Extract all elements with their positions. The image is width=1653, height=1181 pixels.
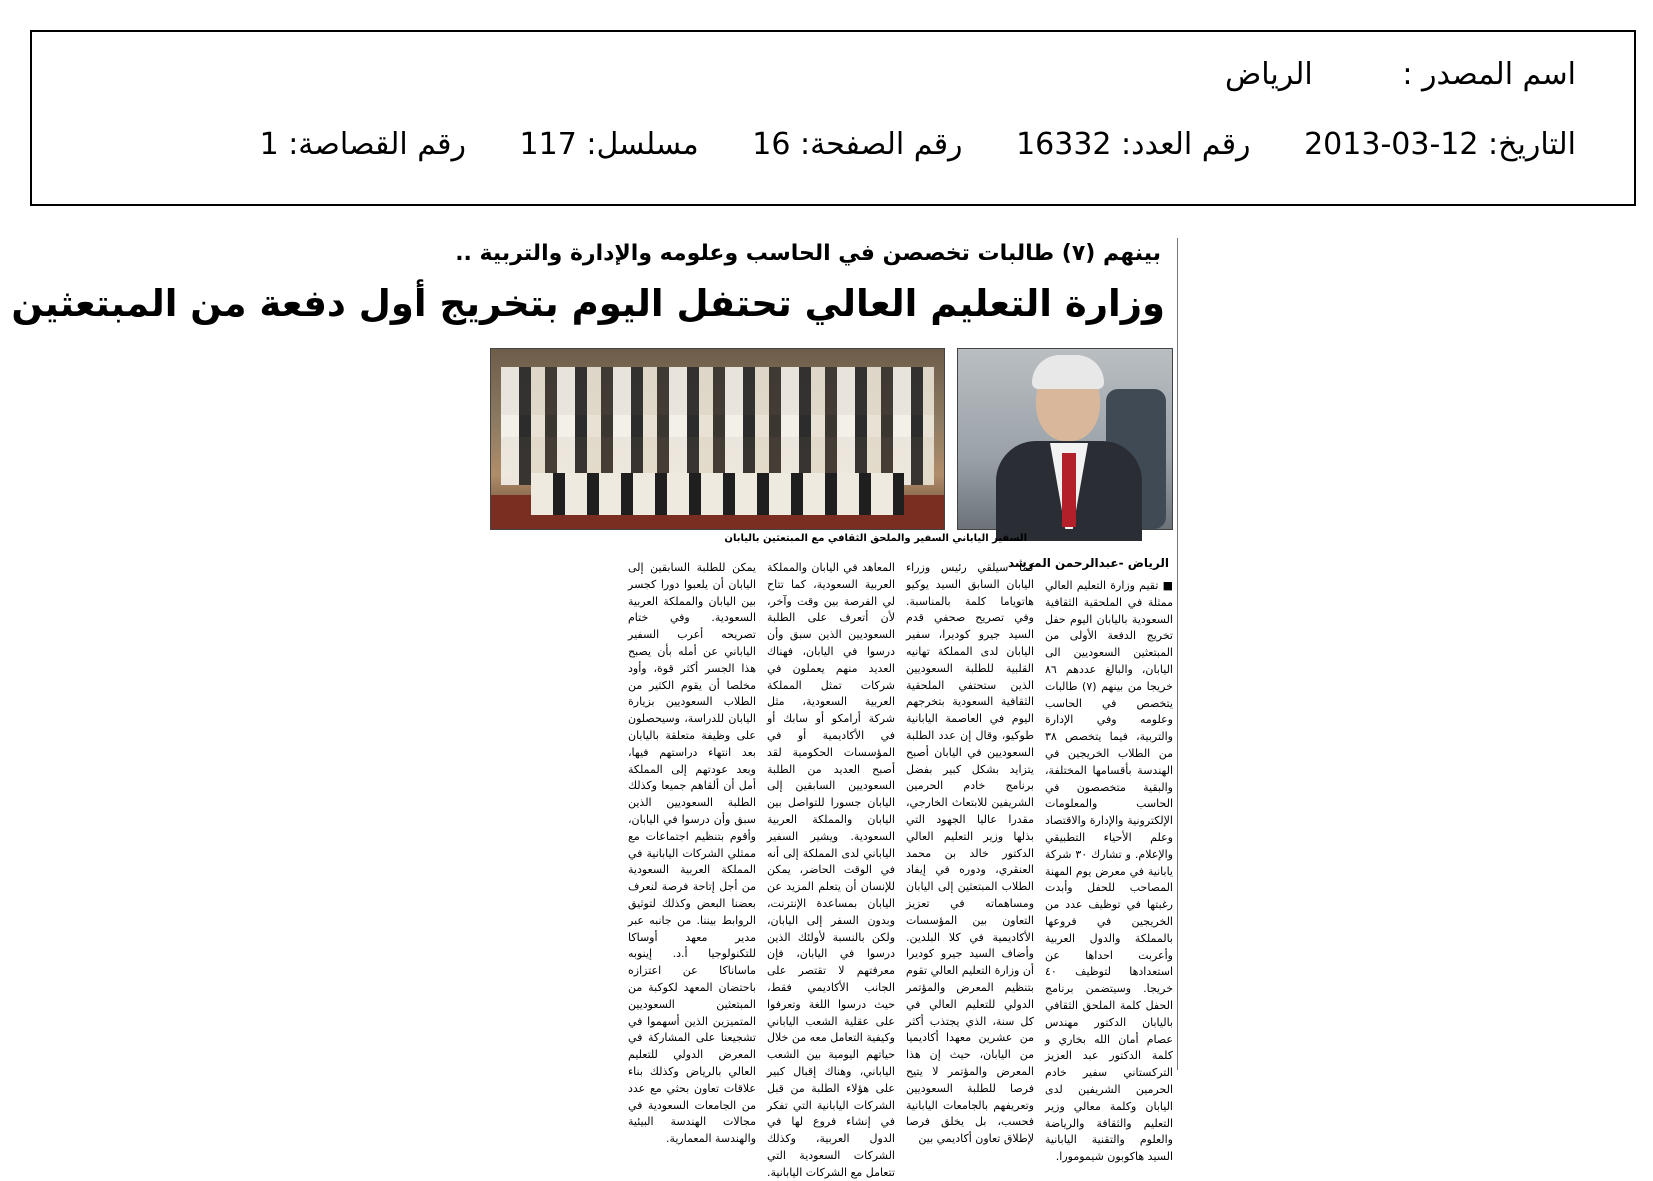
article-headline: وزارة التعليم العالي تحتفل اليوم بتخريج أول دفعة من المبتعثين xyxy=(11,282,1165,325)
article-column-1 xyxy=(1045,578,1173,1164)
ambassador-photo xyxy=(957,348,1173,530)
seated-row xyxy=(531,473,904,515)
article-column-4 xyxy=(628,560,756,1146)
group-caption: السفير والملحق الثقافي مع المبتعثين باليابان xyxy=(724,533,949,544)
hair-shape xyxy=(1032,355,1104,389)
serial-field: مسلسل: 117 xyxy=(519,127,699,162)
article-kicker: بينهم (٧) طالبات تخصصن في الحاسب وعلومه والإدارة والتربية .. xyxy=(455,241,1161,266)
group-photo xyxy=(490,348,945,530)
clip-number-field: رقم القصاصة: 1 xyxy=(259,127,466,162)
source-row xyxy=(1225,57,1576,92)
newspaper-clipping xyxy=(11,238,1178,1179)
page-field: رقم الصفحة: 16 xyxy=(752,127,963,162)
source-label: اسم المصدر : xyxy=(1402,57,1576,92)
article-column-2 xyxy=(906,560,1034,1146)
column-text: المعاهد في اليابان والمملكة العربية السعودية، كما تتاح لي الفرصة بين وقت وآخر، لأن أتعرف على الطلبة السعوديين الذين سبق وأن درسوا في اليابان، فهناك العديد منهم يعملون في شركات تمثل المملكة العربية السعودية، مثل شركة أرامكو أو سابك أو في الأكاديمية أو في المؤسسات الحكومية لقد أصبح العديد من الطلبة السعوديين السابقين إلى اليابان جسورا للتواصل بين اليابان والمملكة العربية السعودية. ويشير السفير الياباني لدى المملكة إلى أنه في الوقت الحاضر، يمكن للإنسان أن يتعلم المزيد عن اليابان بمساعدة الإنترنت، وبدون السفر إلى اليابان، ولكن بالنسبة لأولئك الذين درسوا في اليابان، فإن معرفتهم لا تقتصر على الجانب الأكاديمي فقط، حيث درسوا اللغة وتعرفوا على عقلية الشعب الياباني وكيفية التعامل معه من خلال حياتهم اليومية بين الشعب الياباني، وهناك إقبال كبير على هؤلاء الطلبة من قبل الشركات اليابانية التي تفكر في إنشاء فروع لها في الدول العربية، وكذلك الشركات السعودية التي تتعامل مع الشركات اليابانية. xyxy=(767,561,895,1179)
tie-shape xyxy=(1062,453,1076,527)
article-byline: الرياض -عبدالرحمن المرشد xyxy=(1007,556,1169,570)
date-field: التاريخ: 12-03-2013 xyxy=(1304,127,1576,162)
column-text: كما سيلقي رئيس وزراء اليابان السابق السيد يوكيو هاتوياما كلمة بالمناسبة. وفي تصريح صحفي قدم السيد جيرو كوديرا، سفير اليابان لدى المملكة تهانيه القلبية للطلبة السعوديين الذين ستحتفي الملحقية الثقافية السعودية بتخرجهم اليوم في العاصمة اليابانية طوكيو، وقال إن عدد الطلبة السعوديين في اليابان أصبح يتزايد بشكل كبير بفضل برنامج خادم الحرمين الشريفين للابتعاث الخارجي، مقدرا عاليا الجهود التي بذلها وزير التعليم العالي الدكتور خالد بن محمد العنقري، ودوره في إيفاد الطلاب المبتعثين إلى اليابان ومساهماته في تعزيز التعاون بين المؤسسات الأكاديمية في كلا البلدين. وأضاف السيد جيرو كوديرا أن وزارة التعليم العالي تقوم بتنظيم المعرض والمؤتمر الدولي للتعليم العالي في كل سنة، الذي يجتذب أكثر من عشرين معهدا أكاديميا من اليابان، حيث إن هذا المعرض والمؤتمر لا يتيح فرصا للطلبة السعوديين وتعريفهم بالجامعات اليابانية فحسب، بل يخلق فرصا لإطلاق تعاون أكاديمي بين xyxy=(906,561,1034,1146)
article-column-3 xyxy=(767,560,895,1179)
source-value: الرياض xyxy=(1224,57,1313,92)
column-text: يمكن للطلبة السابقين إلى اليابان أن يلعبوا دورا كجسر بين اليابان والمملكة العربية السعودية. وفي ختام تصريحه أعرب السفير الياباني عن أمله بأن يصبح هذا الجسر أكثر قوة، وأود مخلصا أن يقوم الكثير من الطلاب السعوديين بزيارة اليابان للدراسة، وسيحصلون على وظيفة متعلقة باليابان بعد انتهاء دراستهم فيها، وبعد عودتهم إلى المملكة أمل أن ألقاهم جميعا وكذلك الطلبة السعوديين الذين سبق وأن درسوا في اليابان، وأقوم بتنظيم اجتماعات مع ممثلي الشركات اليابانية في المملكة العربية السعودية من أجل إتاحة فرصة لنعرف بعضنا البعض وكذلك لتوثيق الروابط بيننا. من جانبه عبر مدير معهد أوساكا للتكنولوجيا أ.د. إينوبه ماساناكا عن اعتزازه باحتضان المعهد لكوكبة من المبتعثين السعوديين المتميزين الذين أسهموا في تشجيعنا على المشاركة في المعرض الدولي للتعليم العالي بالرياض وكذلك بناء علاقات تعاون بحثي مع عدد من الجامعات السعودية في مجالات الهندسة البيئية والهندسة المعمارية. xyxy=(628,561,756,1146)
issue-field: رقم العدد: 16332 xyxy=(1016,127,1251,162)
clipping-header xyxy=(30,30,1636,206)
ambassador-caption: السفير الياباني xyxy=(952,533,1027,544)
meta-row xyxy=(260,127,1576,162)
column-text: ■ تقيم وزارة التعليم العالي ممثلة في الملحقية الثقافية السعودية باليابان اليوم حفل تخريج الدفعة الأولى من المبتعثين السعوديين الى اليابان، والبالغ عددهم ٨٦ خريجا من بينهم (٧) طالبات يتخصص في الحاسب وعلومه وفي الإدارة والتربية، فيما يتخصص ٣٨ من الطلاب الخريجين في الهندسة بأقسامها المختلفة، والبقية متخصصون في الحاسب والمعلومات الإلكترونية والإدارة والاقتصاد وعلم الأحياء التطبيقي والإعلام. و تشارك ٣٠ شركة يابانية في معرض يوم المهنة المصاحب للحفل وأبدت رغبتها في توظيف عدد من الخريجين في فروعها بالمملكة والدول العربية وأعربت احداها عن استعدادها لتوظيف ٤٠ خريجا. وسيتضمن برنامج الحفل كلمة الملحق الثقافي باليابان الدكتور مهندس عصام أمان الله بخاري و كلمة الدكتور عبد العزيز التركستاني سفير خادم الحرمين الشريفين لدى اليابان وكلمة معالي وزير التعليم والثقافة والرياضة والعلوم والتقنية اليابانية السيد هاكوبون شيمومورا. xyxy=(1045,579,1173,1164)
